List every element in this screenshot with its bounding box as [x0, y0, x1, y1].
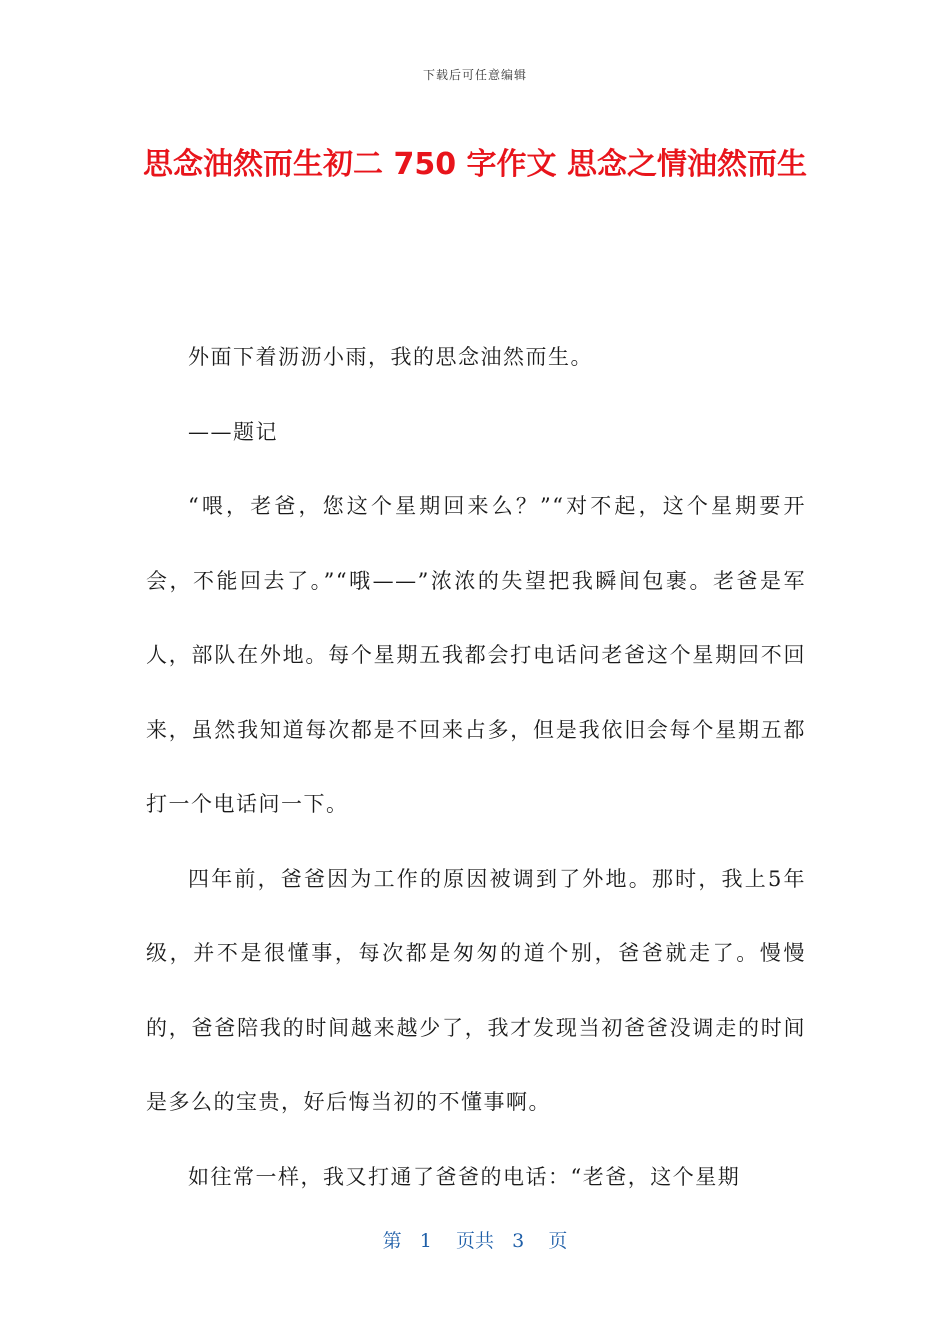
- footer-middle: 页共: [455, 1230, 494, 1252]
- header-note: 下载后可任意编辑: [422, 68, 527, 82]
- footer-total-pages: 3: [512, 1230, 525, 1252]
- paragraph-phone-call: “喂，老爸，您这个星期回来么？”“对不起，这个星期要开会，不能回去了。”“哦——”浓浓的失望把我瞬间包裹。老爸是军人，部队在外地。每个星期五我都会打电话问老爸这个星期回不回来，虽然我知道每次都是不回来占多，但是我依旧会每个星期五都打一个电话问一下。: [146, 494, 806, 816]
- footer-suffix: 页: [548, 1230, 568, 1252]
- footer-prefix: 第: [382, 1230, 402, 1252]
- paragraph-epigraph-attribution: ——题记: [188, 419, 278, 444]
- document-body: [146, 320, 806, 1214]
- paragraph-as-usual: 如往常一样，我又打通了爸爸的电话：“老爸，这个星期: [188, 1164, 741, 1189]
- document-title: 思念油然而生初二 750 字作文 思念之情油然而生: [143, 147, 807, 182]
- page-footer: [0, 1226, 950, 1253]
- paragraph-four-years-ago: 四年前，爸爸因为工作的原因被调到了外地。那时，我上5年级，并不是很懂事，每次都是匆匆的道个别，爸爸就走了。慢慢的，爸爸陪我的时间越来越少了，我才发现当初爸爸没调走的时间是多么的宝贵，好后悔当初的不懂事啊。: [146, 866, 806, 1114]
- paragraph-epigraph: 外面下着沥沥小雨，我的思念油然而生。: [188, 345, 593, 369]
- footer-current-page: 1: [419, 1230, 432, 1252]
